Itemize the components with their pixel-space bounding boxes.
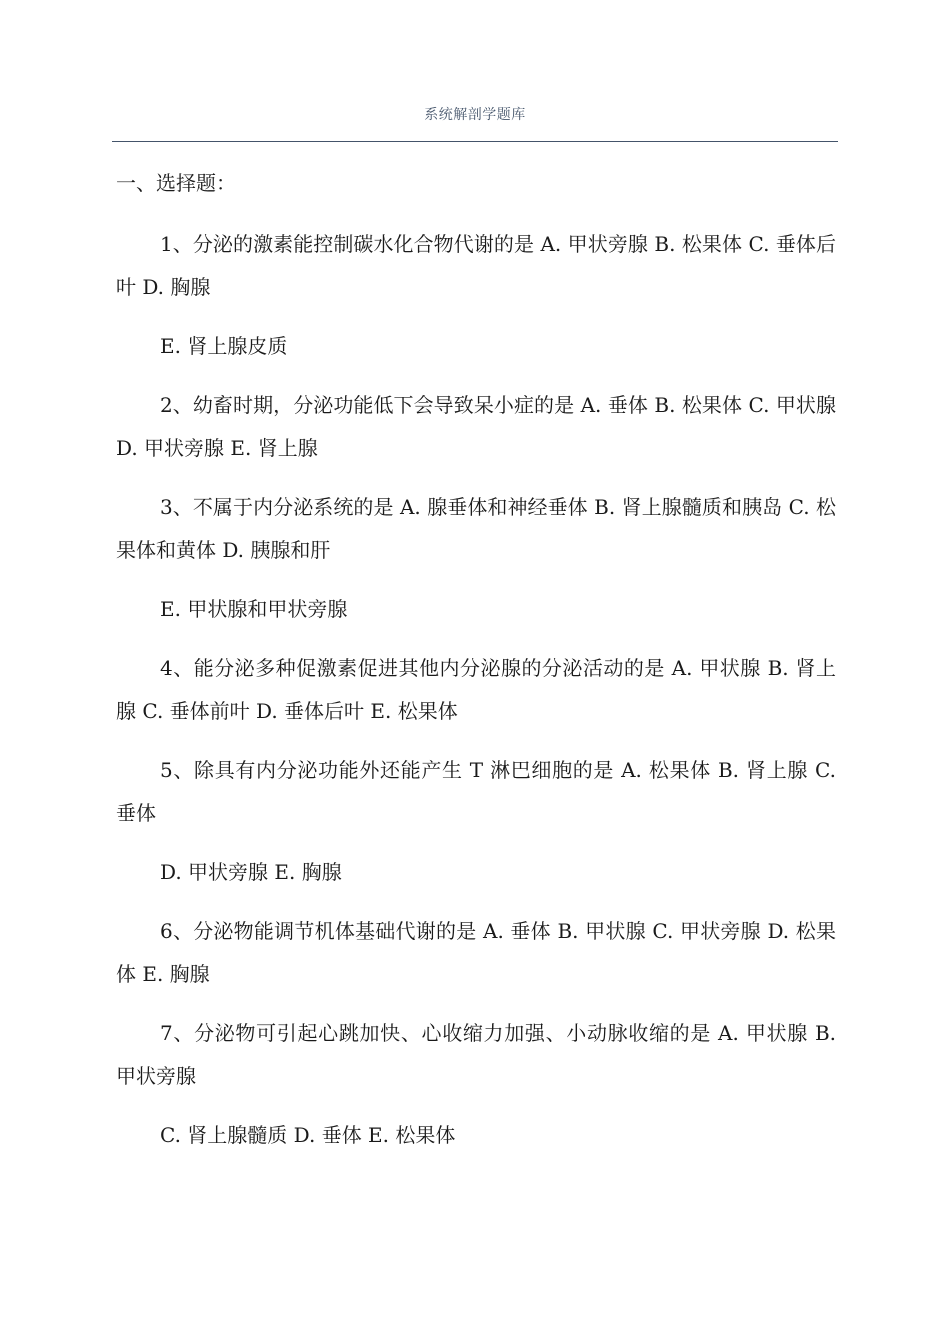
- question-paragraph: C. 肾上腺髓质 D. 垂体 E. 松果体: [160, 1123, 456, 1147]
- question-paragraph: 2、幼畜时期，分泌功能低下会导致呆小症的是 A. 垂体 B. 松果体 C. 甲状腺 D. 甲状旁腺 E. 肾上腺: [116, 393, 836, 460]
- question-paragraph: 3、不属于内分泌系统的是 A. 腺垂体和神经垂体 B. 肾上腺髓质和胰岛 C. 松果体和黄体 D. 胰腺和肝: [116, 495, 836, 562]
- header-divider: [112, 141, 838, 142]
- question-paragraph: 7、分泌物可引起心跳加快、心收缩力加强、小动脉收缩的是 A. 甲状腺 B. 甲状旁腺: [116, 1021, 836, 1088]
- document-body: [116, 166, 836, 1173]
- question-paragraph: 6、分泌物能调节机体基础代谢的是 A. 垂体 B. 甲状腺 C. 甲状旁腺 D. 松果体 E. 胸腺: [116, 919, 836, 986]
- question-paragraph: 4、能分泌多种促激素促进其他内分泌腺的分泌活动的是 A. 甲状腺 B. 肾上腺 C. 垂体前叶 D. 垂体后叶 E. 松果体: [116, 656, 836, 723]
- question-paragraph: E. 甲状腺和甲状旁腺: [160, 597, 348, 621]
- question-paragraph: 1、分泌的激素能控制碳水化合物代谢的是 A. 甲状旁腺 B. 松果体 C. 垂体后叶 D. 胸腺: [116, 232, 836, 299]
- section-title: 一、选择题：: [116, 171, 236, 195]
- question-paragraph: E. 肾上腺皮质: [160, 334, 288, 358]
- question-paragraph: 5、除具有内分泌功能外还能产生 T 淋巴细胞的是 A. 松果体 B. 肾上腺 C. 垂体: [116, 758, 836, 825]
- page-header-title: 系统解剖学题库: [424, 107, 526, 123]
- question-paragraph: D. 甲状旁腺 E. 胸腺: [160, 860, 342, 884]
